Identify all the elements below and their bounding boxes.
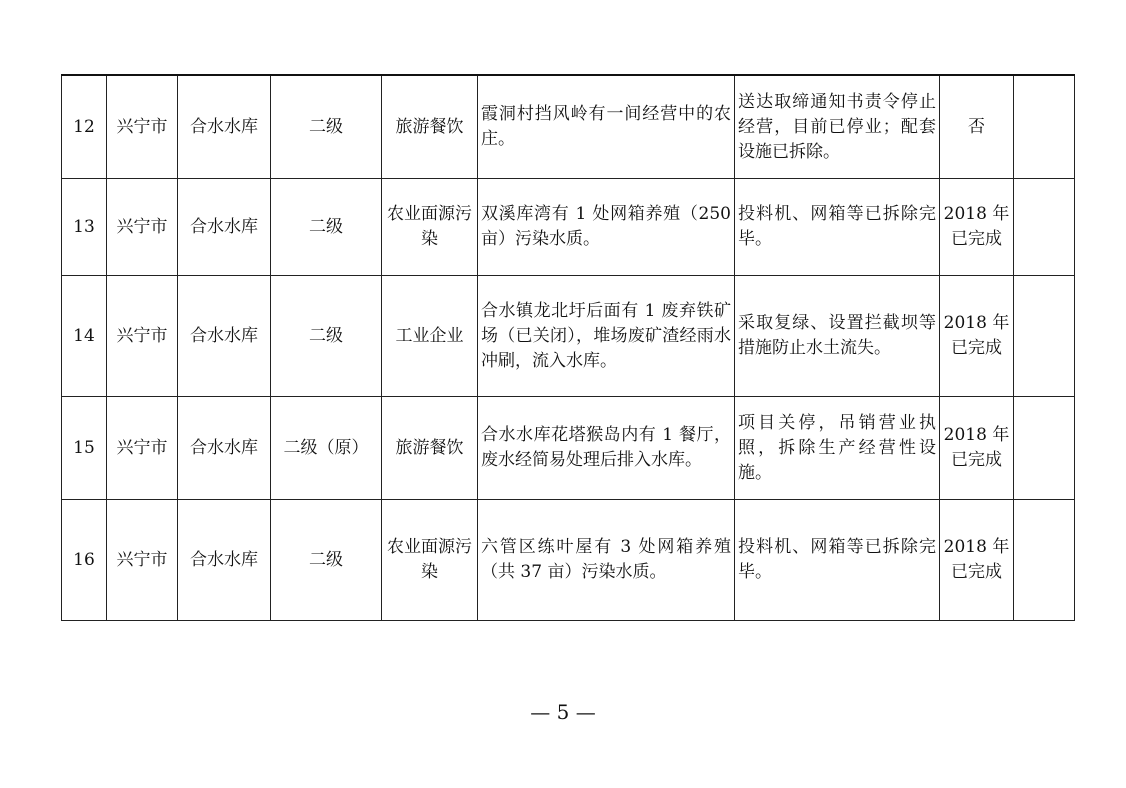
reservoir-cell: 合水水库 bbox=[178, 397, 271, 500]
category-cell: 旅游餐饮 bbox=[382, 75, 478, 179]
problem-cell: 合水镇龙北圩后面有 1 废弃铁矿场（已关闭），堆场废矿渣经雨水冲刷，流入水库。 bbox=[478, 276, 735, 397]
measures-cell: 项目关停，吊销营业执照，拆除生产经营性设施。 bbox=[735, 397, 940, 500]
protection-level-cell: 二级 bbox=[271, 500, 382, 621]
problem-cell: 合水水库花塔猴岛内有 1 餐厅，废水经简易处理后排入水库。 bbox=[478, 397, 735, 500]
status-cell: 否 bbox=[940, 75, 1014, 179]
category-cell: 旅游餐饮 bbox=[382, 397, 478, 500]
category-cell: 农业面源污染 bbox=[382, 179, 478, 276]
measures-cell: 送达取缔通知书责令停止经营，目前已停业；配套设施已拆除。 bbox=[735, 75, 940, 179]
status-cell: 2018 年已完成 bbox=[940, 397, 1014, 500]
category-cell: 农业面源污染 bbox=[382, 500, 478, 621]
page-number: — 5 — bbox=[530, 700, 596, 724]
city-cell: 兴宁市 bbox=[107, 397, 178, 500]
reservoir-cell: 合水水库 bbox=[178, 276, 271, 397]
protection-level-cell: 二级（原） bbox=[271, 397, 382, 500]
remark-cell bbox=[1014, 276, 1075, 397]
city-cell: 兴宁市 bbox=[107, 276, 178, 397]
row-number: 12 bbox=[62, 75, 107, 179]
row-number: 14 bbox=[62, 276, 107, 397]
row-number: 16 bbox=[62, 500, 107, 621]
problem-cell: 双溪库湾有 1 处网箱养殖（250 亩）污染水质。 bbox=[478, 179, 735, 276]
city-cell: 兴宁市 bbox=[107, 75, 178, 179]
measures-cell: 投料机、网箱等已拆除完毕。 bbox=[735, 179, 940, 276]
remark-cell bbox=[1014, 75, 1075, 179]
table-row bbox=[62, 397, 1075, 500]
reservoir-cell: 合水水库 bbox=[178, 500, 271, 621]
remark-cell bbox=[1014, 179, 1075, 276]
status-cell: 2018 年已完成 bbox=[940, 500, 1014, 621]
table-row bbox=[62, 276, 1075, 397]
rectification-table bbox=[61, 74, 1075, 621]
table-row bbox=[62, 75, 1075, 179]
remark-cell bbox=[1014, 397, 1075, 500]
city-cell: 兴宁市 bbox=[107, 500, 178, 621]
reservoir-cell: 合水水库 bbox=[178, 75, 271, 179]
table-row bbox=[62, 500, 1075, 621]
problem-cell: 六管区练叶屋有 3 处网箱养殖（共 37 亩）污染水质。 bbox=[478, 500, 735, 621]
city-cell: 兴宁市 bbox=[107, 179, 178, 276]
protection-level-cell: 二级 bbox=[271, 75, 382, 179]
measures-cell: 投料机、网箱等已拆除完毕。 bbox=[735, 500, 940, 621]
reservoir-cell: 合水水库 bbox=[178, 179, 271, 276]
remark-cell bbox=[1014, 500, 1075, 621]
table-row bbox=[62, 179, 1075, 276]
category-cell: 工业企业 bbox=[382, 276, 478, 397]
problem-cell: 霞洞村挡风岭有一间经营中的农庄。 bbox=[478, 75, 735, 179]
measures-cell: 采取复绿、设置拦截坝等措施防止水土流失。 bbox=[735, 276, 940, 397]
protection-level-cell: 二级 bbox=[271, 276, 382, 397]
protection-level-cell: 二级 bbox=[271, 179, 382, 276]
status-cell: 2018 年已完成 bbox=[940, 276, 1014, 397]
status-cell: 2018 年已完成 bbox=[940, 179, 1014, 276]
row-number: 15 bbox=[62, 397, 107, 500]
row-number: 13 bbox=[62, 179, 107, 276]
